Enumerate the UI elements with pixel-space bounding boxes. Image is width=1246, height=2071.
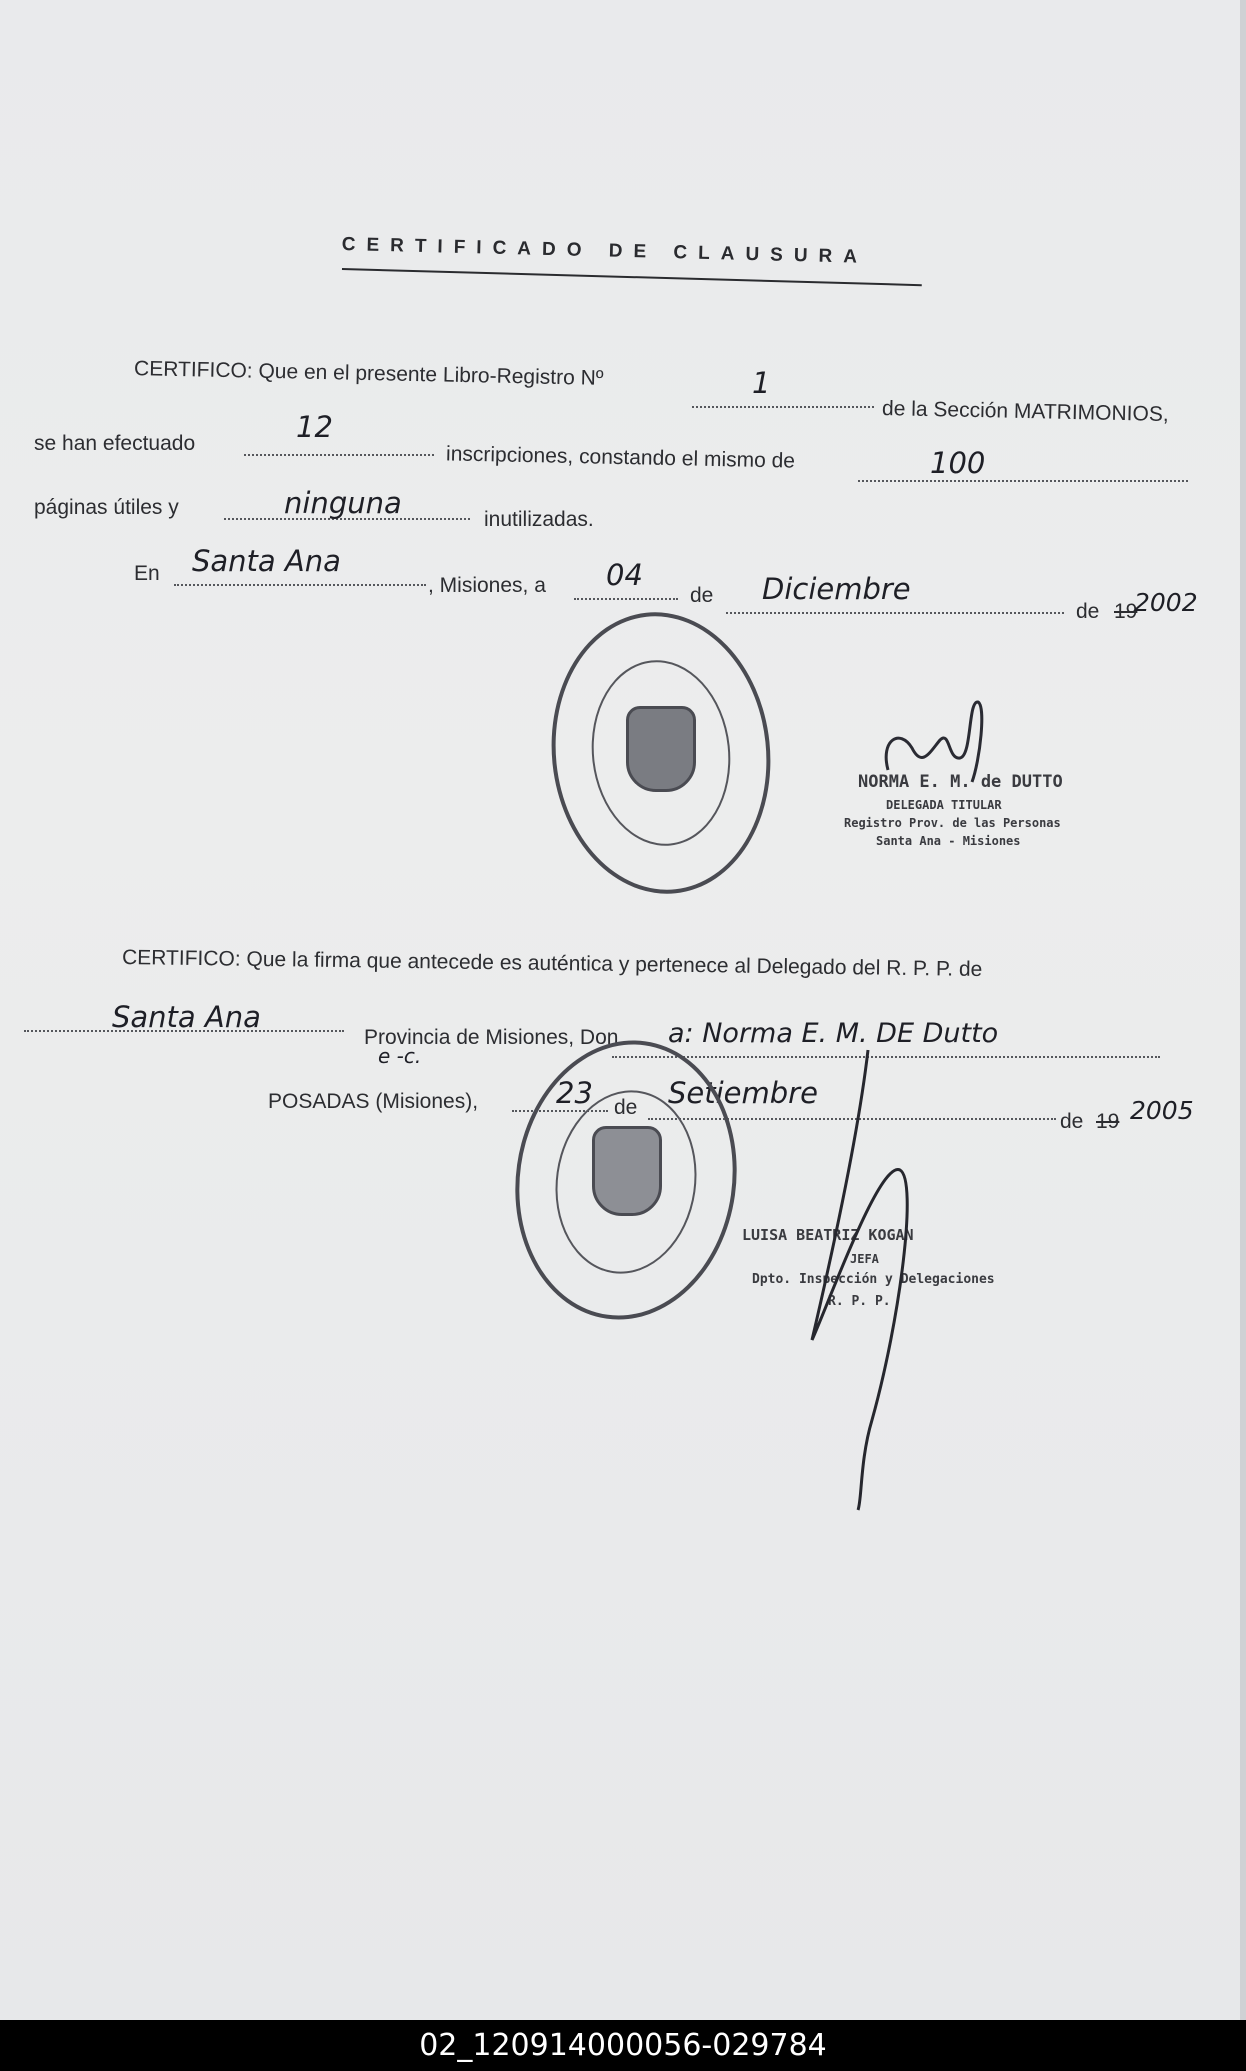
- anio2-handwritten: 2005: [1130, 1096, 1194, 1125]
- paginas-handwritten: 100: [930, 446, 986, 480]
- cert1-line2-middle: inscripciones, constando el mismo de: [445, 442, 796, 473]
- lugar2-handwritten: Santa Ana: [112, 1000, 261, 1034]
- blank-mes: [726, 612, 1064, 614]
- blank-lugar: [174, 584, 426, 586]
- mes2-handwritten: Setiembre: [668, 1076, 818, 1110]
- signature1-scrawl: [886, 702, 982, 782]
- cert2-line2-middle: Provincia de Misiones, Don: [364, 1026, 619, 1049]
- signature2-role: JEFA: [850, 1252, 879, 1266]
- footer-id-text: 02_120914000056-029784: [419, 2028, 827, 2063]
- cert2-de1: de: [614, 1096, 638, 1119]
- signature1-role: DELEGADA TITULAR: [886, 798, 1002, 812]
- signature2-name: LUISA BEATRIZ KOGAN: [742, 1226, 914, 1244]
- cert1-line4-misiones: , Misiones, a: [428, 574, 546, 597]
- mes-handwritten: Diciembre: [762, 572, 911, 606]
- inscripciones-handwritten: 12: [296, 410, 333, 444]
- cert2-line3-prefix: POSADAS (Misiones),: [268, 1090, 479, 1113]
- blank-dia: [574, 598, 678, 600]
- cert1-line1-prefix: CERTIFICO: Que en el presente Libro-Registro Nº: [133, 357, 604, 390]
- note-handwritten: e -c.: [378, 1044, 422, 1068]
- signature1-office: Registro Prov. de las Personas: [844, 816, 1061, 830]
- blank-nombre: [612, 1056, 1160, 1058]
- lugar-handwritten: Santa Ana: [192, 544, 341, 578]
- signature1-location: Santa Ana - Misiones: [876, 834, 1021, 848]
- registro-number-handwritten: 1: [752, 366, 771, 400]
- dia2-handwritten: 23: [556, 1076, 593, 1110]
- title-underline: [342, 268, 922, 286]
- blank-inscripciones: [244, 454, 434, 456]
- nombre-handwritten: a: Norma E. M. DE Dutto: [668, 1018, 999, 1049]
- anio-handwritten: 2002: [1134, 588, 1198, 617]
- blank-registro: [692, 406, 874, 408]
- inutilizadas-handwritten: ninguna: [284, 486, 402, 520]
- cert1-line1-suffix: de la Sección MATRIMONIOS,: [881, 397, 1169, 426]
- cert2-line1: CERTIFICO: Que la firma que antecede es auténtica y pertenece al Delegado del R. P. P. de: [121, 945, 983, 982]
- cert1-line3-prefix: páginas útiles y: [34, 496, 179, 519]
- cert1-line3-suffix: inutilizadas.: [484, 508, 594, 531]
- seal-emblem-2-icon: [592, 1126, 662, 1216]
- cert1-de1: de: [690, 584, 714, 607]
- certificate-title: CERTIFICADO DE CLAUSURA: [341, 234, 869, 268]
- signature2-org: R. P. P.: [828, 1294, 891, 1309]
- cert1-de2: de: [1076, 600, 1100, 623]
- blank-paginas: [858, 480, 1188, 482]
- seal-emblem-icon: [626, 706, 696, 792]
- signature2-office: Dpto. Inspección y Delegaciones: [752, 1272, 995, 1287]
- footer-id-bar: [0, 2020, 1246, 2071]
- signature1-name: NORMA E. M. de DUTTO: [858, 772, 1063, 792]
- cert1-year-printed: 19: [1114, 600, 1138, 623]
- dia-handwritten: 04: [606, 558, 643, 592]
- cert1-line2-prefix: se han efectuado: [34, 432, 196, 455]
- cert1-line4-prefix: En: [134, 562, 160, 585]
- cert2-de2: de: [1060, 1110, 1084, 1133]
- cert2-year-printed: 19: [1096, 1110, 1120, 1133]
